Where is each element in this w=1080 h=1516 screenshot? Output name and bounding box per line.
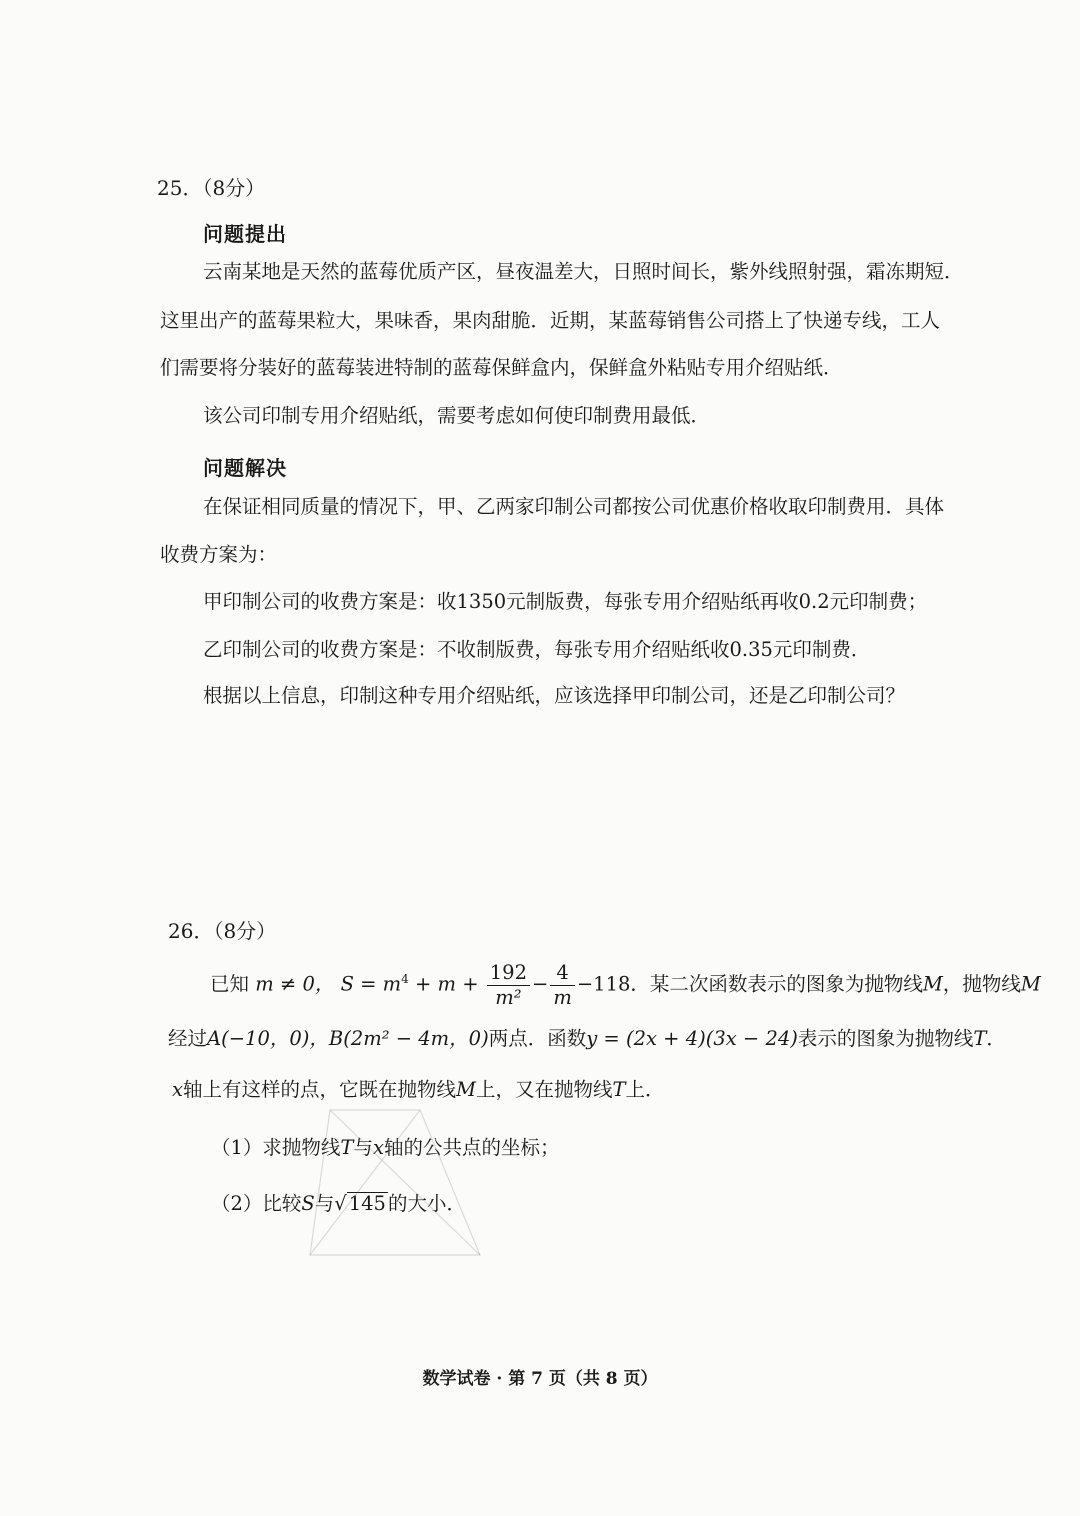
- q26-part2-s: S: [301, 1192, 315, 1215]
- q26-l3-text: 轴上有这样的点，它既在抛物线: [183, 1078, 457, 1101]
- q26-l2-text2: 两点．函数: [488, 1027, 587, 1050]
- frac2-denominator: m: [553, 985, 572, 1009]
- frac2-numerator: 4: [550, 961, 575, 986]
- q26-part1-x: x: [372, 1136, 384, 1159]
- q26-l1-plus-m: + m +: [408, 972, 479, 996]
- q26-part1-text3: 轴的公共点的坐标；: [383, 1136, 560, 1159]
- q26-part1-text: （1）求抛物线: [211, 1136, 341, 1159]
- q25-p1-line1: 云南某地是天然的蓝莓优质产区，昼夜温差大，日照时间长，紫外线照射强，霜冻期短．: [203, 260, 964, 283]
- q26-l3-t: T: [612, 1078, 626, 1101]
- q26-l1-sup: 4: [401, 972, 409, 986]
- q25-p1-line2: 这里出产的蓝莓果粒大，果味香，果肉甜脆．近期，某蓝莓销售公司搭上了快递专线，工人: [160, 309, 941, 332]
- q26-l3-text3: 上．: [625, 1078, 665, 1101]
- q25-p5: 乙印制公司的收费方案是：不收制版费，每张专用介绍贴纸收0.35元印制费．: [203, 638, 871, 661]
- q26-l1-cond: m ≠ 0，: [255, 972, 335, 996]
- frac1-numerator: 192: [487, 961, 530, 986]
- sqrt-radicand: 145: [348, 1192, 386, 1215]
- q26-point-b: B(2m² − 4m，0): [328, 1027, 489, 1050]
- q26-l2-t: T: [973, 1027, 987, 1050]
- q25-header: 25．（8分）: [157, 176, 266, 200]
- q26-l1-m2: M: [1020, 972, 1041, 996]
- q26-point-a: A(−10，0)，: [207, 1027, 329, 1050]
- q26-l3-text2: 上，又在抛物线: [475, 1078, 613, 1101]
- q26-part2-text: （2）比较: [211, 1192, 302, 1215]
- q26-l1-tail2: ，抛物线: [942, 972, 1021, 996]
- q26-l1-tail: −118．某二次函数表示的图象为抛物线: [576, 972, 923, 996]
- sqrt-sign: √: [334, 1192, 347, 1215]
- q26-part1-text2: 与: [353, 1136, 373, 1159]
- q25-p4: 甲印制公司的收费方案是：收1350元制版费，每张专用介绍贴纸再收0.2元印制费；: [203, 590, 928, 613]
- q25-section-solution: 问题解决: [203, 456, 287, 480]
- q25-p3-line2: 收费方案为：: [160, 543, 278, 566]
- q26-l2-text3: 表示的图象为抛物线: [797, 1027, 974, 1050]
- q25-p3-line1: 在保证相同质量的情况下，甲、乙两家印制公司都按公司优惠价格收取印制费用．具体: [203, 495, 945, 518]
- q26-l1-minus: −: [532, 972, 549, 996]
- q25-p6: 根据以上信息，印制这种专用介绍贴纸，应该选择甲印制公司，还是乙印制公司？: [203, 684, 906, 707]
- q26-l3-m: M: [456, 1078, 476, 1101]
- q26-l1-text: 已知: [210, 972, 250, 996]
- q25-section-problem: 问题提出: [203, 222, 287, 246]
- q25-p2: 该公司印制专用介绍贴纸，需要考虑如何使印制费用最低．: [203, 404, 711, 427]
- page-footer: 数学试卷 · 第 7 页（共 8 页）: [422, 1369, 658, 1389]
- q26-l1-m: M: [922, 972, 943, 996]
- q26-part1-t: T: [340, 1136, 354, 1159]
- frac1-denominator: m²: [495, 985, 522, 1009]
- q26-function: y = (2x + 4)(3x − 24): [586, 1027, 798, 1050]
- q26-header: 26．（8分）: [168, 919, 277, 943]
- q25-p1-line3: 们需要将分装好的蓝莓装进特制的蓝莓保鲜盒内，保鲜盒外粘贴专用介绍贴纸．: [160, 356, 843, 379]
- q26-l2-text: 经过: [168, 1027, 208, 1050]
- q26-l3-x: x: [172, 1078, 183, 1101]
- q26-part2-text2: 与: [314, 1192, 335, 1215]
- q26-l2-period: ．: [986, 1027, 1006, 1050]
- q26-l1-s: S = m: [340, 972, 402, 996]
- q26-part2-text3: 的大小．: [387, 1192, 466, 1215]
